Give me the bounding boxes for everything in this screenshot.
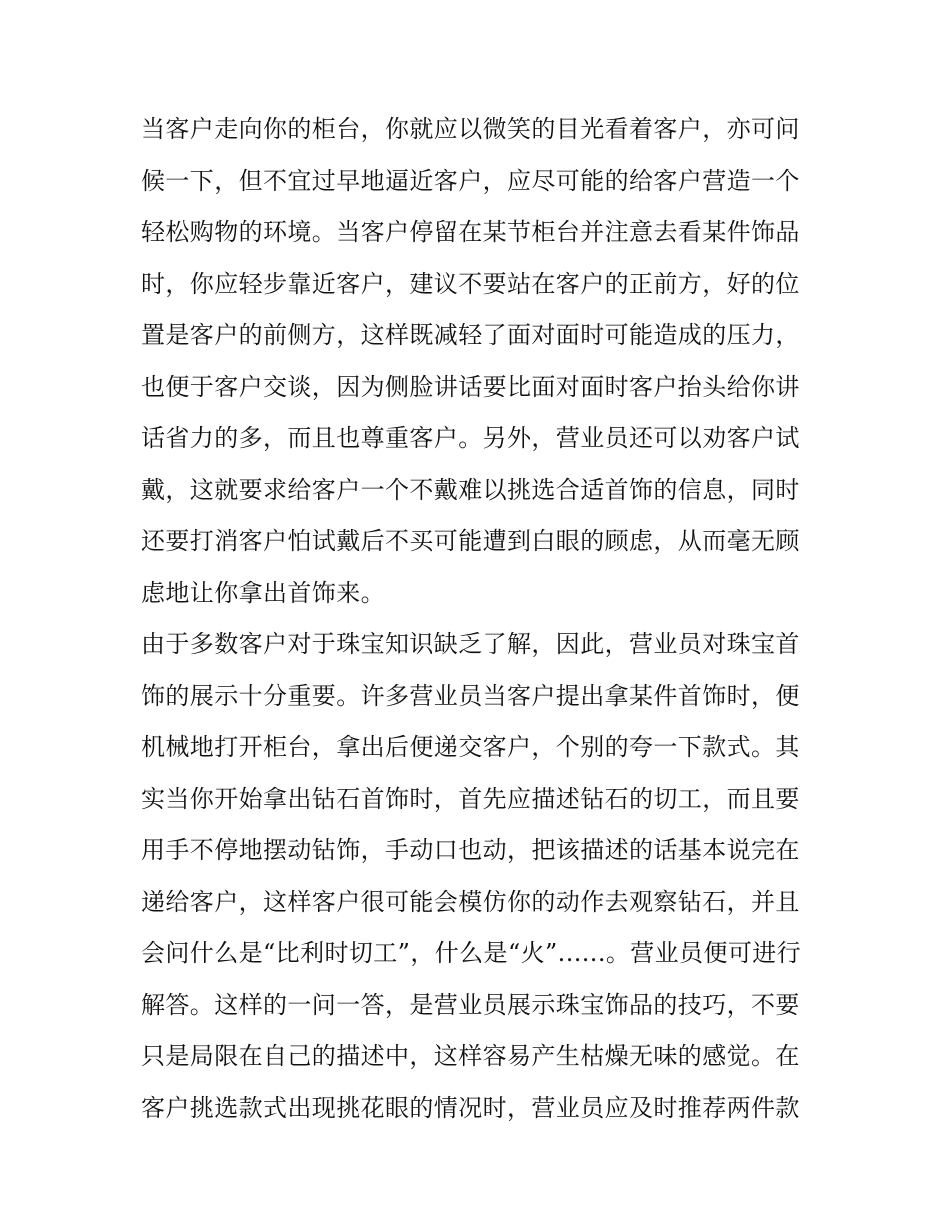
text-line: 用手不停地摆动钻饰，手动口也动，把该描述的话基本说完在	[141, 836, 800, 864]
text-line: 轻松购物的环境。当客户停留在某节柜台并注意去看某件饰品	[141, 218, 800, 246]
text-line: 置是客户的前侧方，这样既减轻了面对面时可能造成的压力，	[141, 321, 800, 349]
text-line: 也便于客户交谈，因为侧脸讲话要比面对面时客户抬头给你讲	[141, 372, 800, 401]
paragraph-2	[141, 619, 821, 1134]
text-line: 会问什么是“比利时切工”，什么是“火”......。营业员便可进行	[141, 939, 802, 967]
text-line: 客户挑选款式出现挑花眼的情况时，营业员应及时推荐两件款	[141, 1093, 800, 1122]
text-line: 饰的展示十分重要。许多营业员当客户提出拿某件首饰时，便	[141, 681, 800, 710]
text-line: 只是局限在自己的描述中，这样容易产生枯燥无味的感觉。在	[141, 1042, 800, 1070]
text-line: 递给客户，这样客户很可能会模仿你的动作去观察钻石，并且	[141, 887, 800, 916]
text-line: 时，你应轻步靠近客户，建议不要站在客户的正前方，好的位	[141, 269, 800, 298]
text-line: 由于多数客户对于珠宝知识缺乏了解，因此，营业员对珠宝首	[141, 630, 800, 658]
text-line: 当客户走向你的柜台，你就应以微笑的目光看着客户，亦可问	[141, 115, 800, 143]
text-line: 候一下，但不宜过早地逼近客户，应尽可能的给客户营造一个	[141, 166, 800, 195]
body-text	[141, 104, 821, 1134]
text-line: 解答。这样的一问一答，是营业员展示珠宝饰品的技巧，不要	[141, 990, 800, 1019]
text-line: 戴，这就要求给客户一个不戴难以挑选合适首饰的信息，同时	[141, 475, 800, 504]
text-line: 实当你开始拿出钻石首饰时，首先应描述钻石的切工，而且要	[141, 784, 800, 813]
paragraph-1	[141, 104, 821, 619]
text-line: 虑地让你拿出首饰来。	[141, 578, 385, 607]
text-line: 还要打消客户怕试戴后不买可能遭到白眼的顾虑，从而毫无顾	[141, 527, 800, 555]
text-line: 机械地打开柜台，拿出后便递交客户，个别的夸一下款式。其	[141, 733, 800, 761]
text-line: 话省力的多，而且也尊重客户。另外，营业员还可以劝客户试	[141, 424, 800, 452]
